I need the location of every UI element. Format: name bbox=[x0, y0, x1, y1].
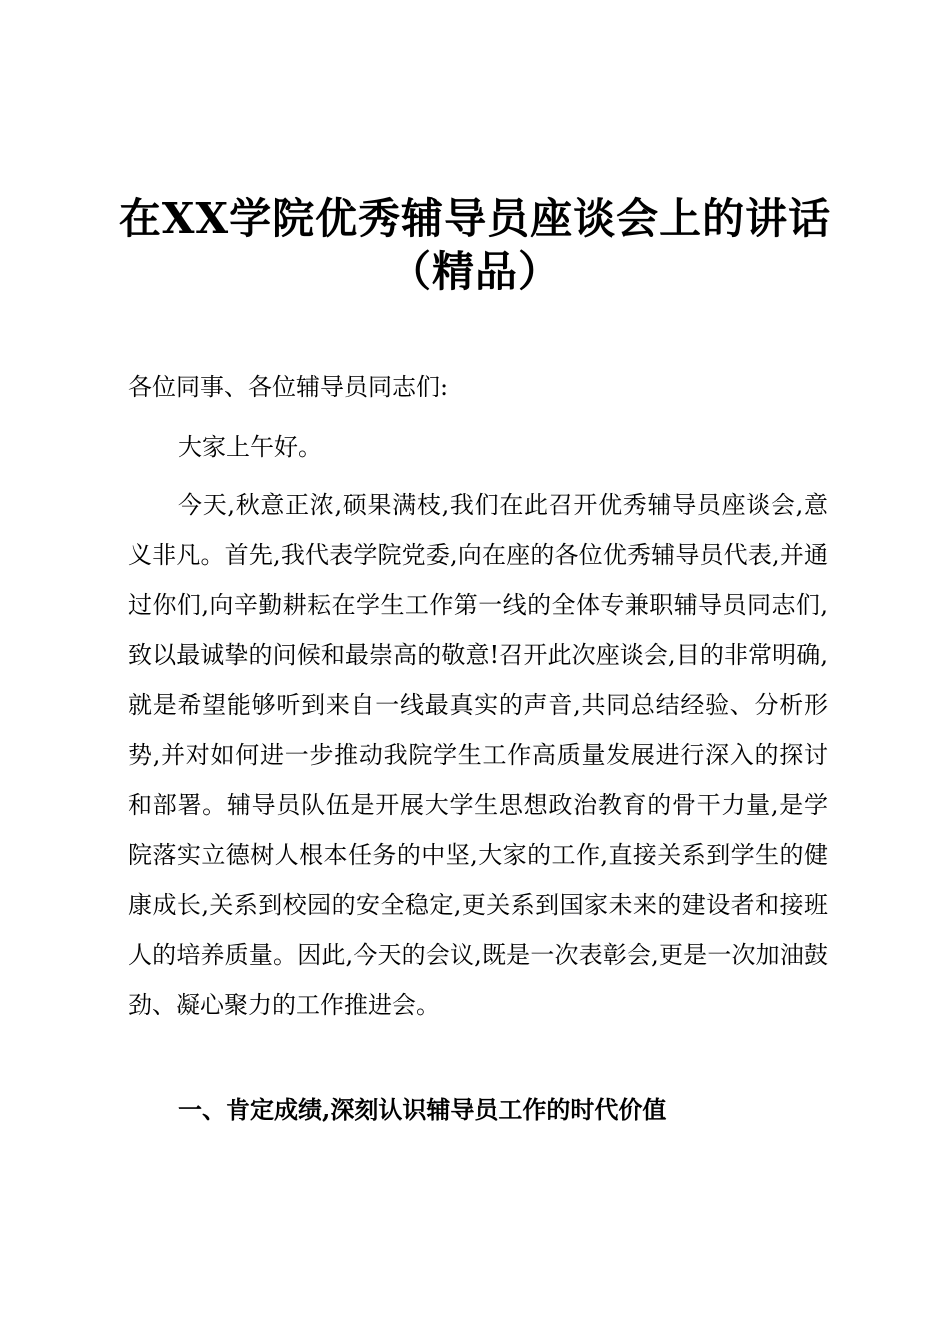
section-heading: 一、肯定成绩,深刻认识辅导员工作的时代价值 bbox=[178, 1095, 667, 1124]
document-title: 在XX学院优秀辅导员座谈会上的讲话 bbox=[118, 194, 832, 243]
salutation: 各位同事、各位辅导员同志们: bbox=[128, 373, 449, 401]
opening-paragraph: 今天,秋意正浓,硕果满枝,我们在此召开优秀辅导员座谈会,意义非凡。首先,我代表学院党委,向在座的各位优秀辅导员代表,并通过你们,向辛勤耕耘在学生工作第一线的全体专兼职辅导员同志们,致以最诚挚的问候和最崇高的敬意!召开此次座谈会,目的非常明确,就是希望能够听到来自一线最真实的声音,共同总结经验、分析形势,并对如何进一步推动我院学生工作高质量发展进行深入的探讨和部署。辅导员队伍是开展大学生思想政治教育的骨干力量,是学院落实立德树人根本任务的中坚,大家的工作,直接关系到学生的健康成长,关系到校园的安全稳定,更关系到国家未来的建设者和接班人的培养质量。因此,今天的会议,既是一次表彰会,更是一次加油鼓劲、凝心聚力的工作推进会。 bbox=[128, 491, 828, 1019]
document-title-suffix: （精品） bbox=[388, 247, 561, 296]
greeting: 大家上午好。 bbox=[178, 433, 322, 461]
